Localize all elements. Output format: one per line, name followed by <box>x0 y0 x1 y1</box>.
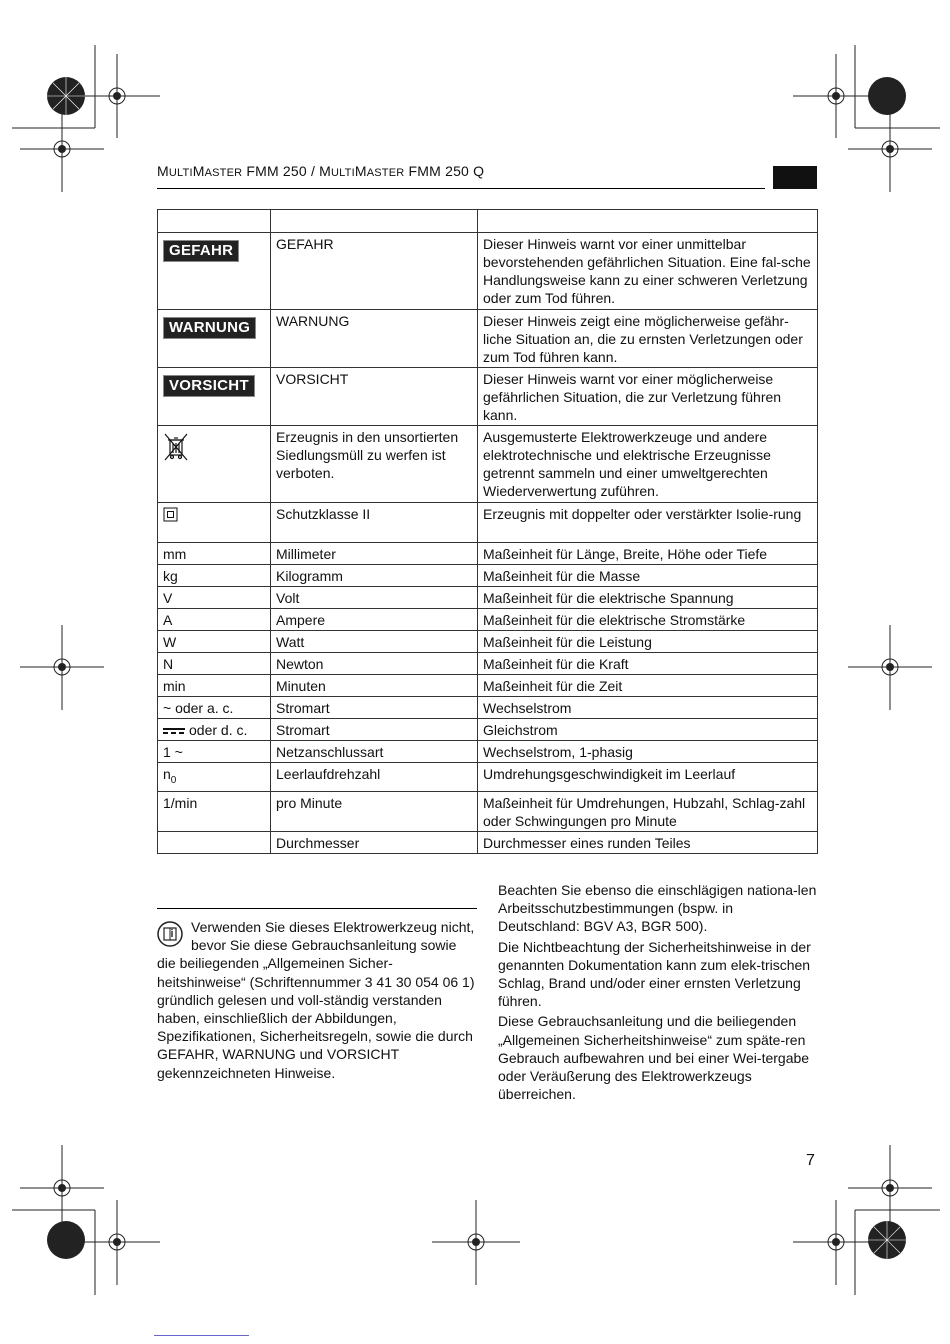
row-symbol: V <box>158 587 271 609</box>
row-desc: Maßeinheit für die Kraft <box>478 653 818 675</box>
table-row <box>158 565 818 587</box>
read-manual-note <box>157 908 477 1082</box>
row-name: Stromart <box>271 719 478 741</box>
row-desc: Dieser Hinweis warnt vor einer möglicherweise gefährlichen Situation, die zur Verletzung führen kann. <box>478 368 818 426</box>
table-header-cell <box>271 210 478 233</box>
row-desc: Maßeinheit für Umdrehungen, Hubzahl, Schlag-zahl oder Schwingungen pro Minute <box>478 791 818 831</box>
gefahr-badge: GEFAHR <box>163 240 239 262</box>
row-symbol: n <box>163 766 171 782</box>
read-manual-text: Verwenden Sie dieses Elektrowerkzeug nicht, bevor Sie diese Gebrauchsanleitung sowie die beiliegenden „Allgemeinen Sicher-heitshinweise“ (Schriftennummer 3 41 30 054 06 1) gründlich gelesen und voll-ständig verstanden haben, einschließlich der Abbildungen, Spezifikationen, Sicherheitsregeln, sowie die durch GEFAHR, WARNUNG und VORSICHT gekennzeichneten Hinweise. <box>157 919 475 1081</box>
row-name: Netzanschlussart <box>271 741 478 763</box>
table-row <box>158 831 818 853</box>
row-symbol: mm <box>158 543 271 565</box>
right-column <box>498 881 818 1105</box>
table-row <box>158 631 818 653</box>
header-title: MULTIMASTER FMM 250 / MULTIMASTER FMM 250 Q <box>157 163 485 179</box>
table-row <box>158 741 818 763</box>
row-symbol <box>158 831 271 853</box>
table-header-row <box>158 210 818 233</box>
row-name: Leerlaufdrehzahl <box>271 763 478 792</box>
row-desc: Durchmesser eines runden Teiles <box>478 831 818 853</box>
protection-class-2-icon <box>163 507 179 523</box>
table-row <box>158 503 818 543</box>
row-name: GEFAHR <box>271 233 478 310</box>
row-name: Durchmesser <box>271 831 478 853</box>
table-header-cell <box>478 210 818 233</box>
paragraph: Die Nichtbeachtung der Sicherheitshinweise in der genannten Dokumentation kann zum elek-trischen Schlag, Brand und/oder einer ernsten Verletzung führen. <box>498 938 811 1010</box>
row-name: Millimeter <box>271 543 478 565</box>
table-row <box>158 310 818 368</box>
row-symbol: N <box>158 653 271 675</box>
paragraph: Diese Gebrauchsanleitung und die beiliegenden „Allgemeinen Sicherheitshinweise“ zum späte-ren Gebrauch aufbewahren und bei einer Wei-tergabe oder Veräußerung des Elektrowerkzeugs überreichen. <box>498 1013 810 1103</box>
section-tab-marker <box>773 166 817 189</box>
row-desc: Umdrehungsgeschwindigkeit im Leerlauf <box>478 763 818 792</box>
row-desc: Wechselstrom <box>478 697 818 719</box>
row-symbol: 1/min <box>158 791 271 831</box>
page-number: 7 <box>806 1152 815 1169</box>
row-desc: Ausgemusterte Elektrowerkzeuge und andere elektrotechnische und elektrische Erzeugnisse getrennt sammeln und einer umweltgerechten Wiederverwertung zuführen. <box>478 426 818 503</box>
warnung-badge: WARNUNG <box>163 317 256 339</box>
crossed-bin-icon <box>163 432 189 462</box>
row-desc: Maßeinheit für die Leistung <box>478 631 818 653</box>
read-manual-icon <box>157 921 183 947</box>
row-symbol: kg <box>158 565 271 587</box>
row-desc: Maßeinheit für die Zeit <box>478 675 818 697</box>
row-symbol: A <box>158 609 271 631</box>
row-desc: Wechselstrom, 1-phasig <box>478 741 818 763</box>
row-symbol: min <box>158 675 271 697</box>
row-name: WARNUNG <box>271 310 478 368</box>
row-desc: Erzeugnis mit doppelter oder verstärkter Isolie-rung <box>478 503 818 543</box>
row-name: pro Minute <box>271 791 478 831</box>
row-name: Newton <box>271 653 478 675</box>
row-name: Ampere <box>271 609 478 631</box>
row-name: Erzeugnis in den unsortierten Siedlungsmüll zu werfen ist verboten. <box>271 426 478 503</box>
direct-current-icon <box>163 726 185 736</box>
table-row <box>158 426 818 503</box>
table-row <box>158 791 818 831</box>
row-desc: Dieser Hinweis warnt vor einer unmittelbar bevorstehenden gefährlichen Situation. Eine fal-sche Handlungsweise kann zu einer schweren Verletzung oder zum Tod führen. <box>478 233 818 310</box>
row-symbol: W <box>158 631 271 653</box>
table-row <box>158 675 818 697</box>
row-name: Stromart <box>271 697 478 719</box>
row-name: Minuten <box>271 675 478 697</box>
table-row <box>158 763 818 792</box>
table-row <box>158 653 818 675</box>
paragraph: Beachten Sie ebenso die einschlägigen nationa-len Arbeitsschutzbestimmungen (bspw. in Deutschland: BGV A3, BGR 500). <box>498 882 817 935</box>
table-row <box>158 587 818 609</box>
vorsicht-badge: VORSICHT <box>163 375 255 397</box>
row-name: Watt <box>271 631 478 653</box>
row-desc: Maßeinheit für die Masse <box>478 565 818 587</box>
row-name: Volt <box>271 587 478 609</box>
row-desc: Maßeinheit für die elektrische Stromstärke <box>478 609 818 631</box>
row-desc: Maßeinheit für die elektrische Spannung <box>478 587 818 609</box>
row-name: VORSICHT <box>271 368 478 426</box>
table-row <box>158 697 818 719</box>
table-row <box>158 543 818 565</box>
header-rule <box>157 188 765 189</box>
table-header-cell <box>158 210 271 233</box>
link-underline <box>154 1335 249 1336</box>
row-symbol: ~ oder a. c. <box>158 697 271 719</box>
symbols-table <box>157 209 818 854</box>
row-symbol-subscript: 0 <box>170 774 177 786</box>
row-name: Schutzklasse II <box>271 503 478 543</box>
table-row <box>158 609 818 631</box>
row-desc: Dieser Hinweis zeigt eine möglicherweise gefähr-liche Situation an, die zu ernsten Verletzungen oder zum Tod führen kann. <box>478 310 818 368</box>
table-row <box>158 719 818 741</box>
table-row <box>158 368 818 426</box>
table-row <box>158 233 818 310</box>
row-symbol: oder d. c. <box>189 722 248 738</box>
row-name: Kilogramm <box>271 565 478 587</box>
row-symbol: 1 ~ <box>158 741 271 763</box>
row-desc: Maßeinheit für Länge, Breite, Höhe oder Tiefe <box>478 543 818 565</box>
row-desc: Gleichstrom <box>478 719 818 741</box>
section-rule <box>157 908 477 909</box>
